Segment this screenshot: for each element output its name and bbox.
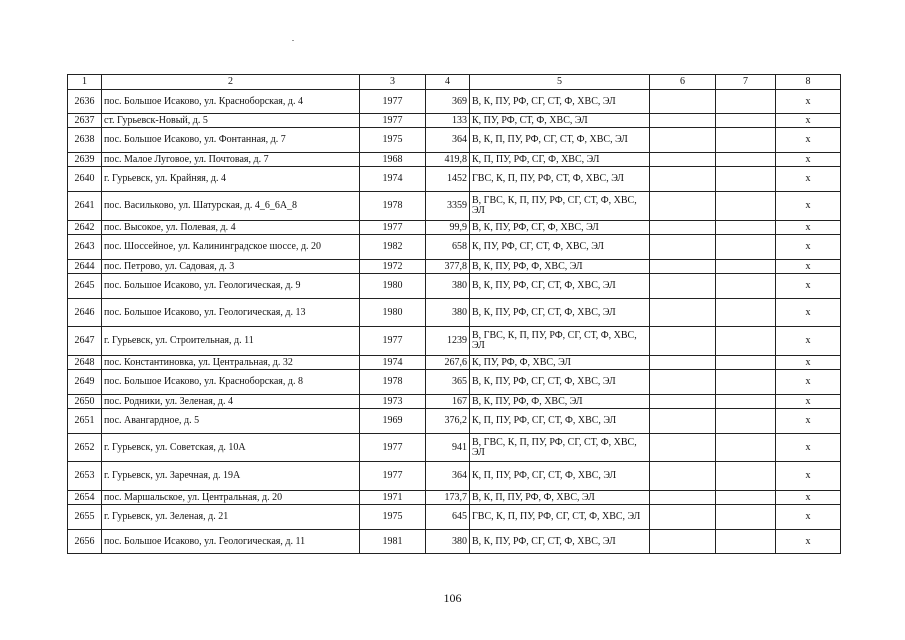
row-col-6 [650, 462, 716, 491]
row-col-7 [716, 260, 776, 274]
table-row [68, 462, 841, 491]
row-address: г. Гурьевск, ул. Зеленая, д. 21 [102, 505, 360, 530]
row-number: 2647 [68, 327, 102, 356]
table-row [68, 434, 841, 462]
row-mark: x [776, 370, 841, 395]
row-year: 1980 [360, 299, 426, 327]
row-year: 1974 [360, 356, 426, 370]
row-number: 2640 [68, 167, 102, 192]
row-services: В, К, ПУ, РФ, СГ, Ф, ХВС, ЭЛ [470, 221, 650, 235]
row-address: пос. Родники, ул. Зеленая, д. 4 [102, 395, 360, 409]
row-col-6 [650, 153, 716, 167]
row-col-6 [650, 128, 716, 153]
row-col-7 [716, 90, 776, 114]
row-mark: x [776, 167, 841, 192]
row-year: 1982 [360, 235, 426, 260]
row-services: В, ГВС, К, П, ПУ, РФ, СГ, СТ, Ф, ХВС, ЭЛ [470, 434, 650, 462]
table-row [68, 491, 841, 505]
row-number: 2656 [68, 530, 102, 554]
row-services: В, ГВС, К, П, ПУ, РФ, СГ, СТ, Ф, ХВС, ЭЛ [470, 327, 650, 356]
table-row [68, 505, 841, 530]
row-area: 364 [426, 128, 470, 153]
row-mark: x [776, 114, 841, 128]
row-number: 2639 [68, 153, 102, 167]
row-area: 941 [426, 434, 470, 462]
row-mark: x [776, 274, 841, 299]
row-year: 1978 [360, 370, 426, 395]
row-year: 1978 [360, 192, 426, 221]
row-year: 1977 [360, 90, 426, 114]
header-col-2: 2 [102, 75, 360, 90]
row-services: К, П, ПУ, РФ, СГ, СТ, Ф, ХВС, ЭЛ [470, 409, 650, 434]
row-services: В, К, ПУ, РФ, СГ, СТ, Ф, ХВС, ЭЛ [470, 90, 650, 114]
row-area: 364 [426, 462, 470, 491]
row-col-6 [650, 90, 716, 114]
row-mark: x [776, 530, 841, 554]
row-address: пос. Шоссейное, ул. Калининградское шоссе, д. 20 [102, 235, 360, 260]
header-col-8: 8 [776, 75, 841, 90]
row-address: пос. Большое Исаково, ул. Красноборская, д. 8 [102, 370, 360, 395]
row-number: 2649 [68, 370, 102, 395]
row-services: В, К, ПУ, РФ, СГ, СТ, Ф, ХВС, ЭЛ [470, 370, 650, 395]
row-year: 1969 [360, 409, 426, 434]
page-number: 106 [443, 591, 462, 605]
row-year: 1977 [360, 114, 426, 128]
row-col-6 [650, 370, 716, 395]
table-row [68, 153, 841, 167]
table-row [68, 260, 841, 274]
row-col-6 [650, 356, 716, 370]
table-row [68, 409, 841, 434]
row-address: пос. Большое Исаково, ул. Геологическая, д. 9 [102, 274, 360, 299]
table-body [68, 90, 841, 554]
row-number: 2654 [68, 491, 102, 505]
row-mark: x [776, 299, 841, 327]
row-mark: x [776, 491, 841, 505]
row-address: г. Гурьевск, ул. Советская, д. 10А [102, 434, 360, 462]
building-registry-table [67, 74, 841, 554]
row-col-6 [650, 530, 716, 554]
header-col-6: 6 [650, 75, 716, 90]
row-mark: x [776, 505, 841, 530]
row-services: ГВС, К, П, ПУ, РФ, СГ, СТ, Ф, ХВС, ЭЛ [470, 505, 650, 530]
row-address: пос. Васильково, ул. Шатурская, д. 4_6_6А_8 [102, 192, 360, 221]
row-area: 1452 [426, 167, 470, 192]
row-col-7 [716, 167, 776, 192]
row-area: 380 [426, 530, 470, 554]
row-number: 2648 [68, 356, 102, 370]
row-year: 1973 [360, 395, 426, 409]
table-row [68, 90, 841, 114]
row-year: 1977 [360, 434, 426, 462]
row-col-7 [716, 235, 776, 260]
row-col-7 [716, 221, 776, 235]
table-row [68, 356, 841, 370]
row-area: 380 [426, 274, 470, 299]
row-services: К, П, ПУ, РФ, СГ, Ф, ХВС, ЭЛ [470, 153, 650, 167]
table-row [68, 274, 841, 299]
row-address: пос. Авангардное, д. 5 [102, 409, 360, 434]
row-number: 2645 [68, 274, 102, 299]
row-area: 419,8 [426, 153, 470, 167]
row-address: пос. Маршальское, ул. Центральная, д. 20 [102, 491, 360, 505]
row-services: В, К, П, ПУ, РФ, СГ, СТ, Ф, ХВС, ЭЛ [470, 128, 650, 153]
row-number: 2643 [68, 235, 102, 260]
row-area: 173,7 [426, 491, 470, 505]
row-mark: x [776, 90, 841, 114]
row-col-6 [650, 505, 716, 530]
row-services: К, ПУ, РФ, СТ, Ф, ХВС, ЭЛ [470, 114, 650, 128]
row-mark: x [776, 192, 841, 221]
row-col-7 [716, 505, 776, 530]
row-year: 1975 [360, 505, 426, 530]
row-col-7 [716, 299, 776, 327]
header-col-3: 3 [360, 75, 426, 90]
row-number: 2642 [68, 221, 102, 235]
row-services: В, ГВС, К, П, ПУ, РФ, СГ, СТ, Ф, ХВС, ЭЛ [470, 192, 650, 221]
row-col-6 [650, 395, 716, 409]
row-number: 2650 [68, 395, 102, 409]
row-number: 2646 [68, 299, 102, 327]
row-services: К, ПУ, РФ, Ф, ХВС, ЭЛ [470, 356, 650, 370]
row-number: 2638 [68, 128, 102, 153]
row-area: 376,2 [426, 409, 470, 434]
row-address: пос. Большое Исаково, ул. Фонтанная, д. 7 [102, 128, 360, 153]
table-row [68, 235, 841, 260]
row-col-6 [650, 114, 716, 128]
row-mark: x [776, 128, 841, 153]
row-mark: x [776, 409, 841, 434]
row-year: 1974 [360, 167, 426, 192]
row-col-7 [716, 530, 776, 554]
row-year: 1981 [360, 530, 426, 554]
row-area: 377,8 [426, 260, 470, 274]
row-address: пос. Малое Луговое, ул. Почтовая, д. 7 [102, 153, 360, 167]
row-year: 1975 [360, 128, 426, 153]
table-row [68, 299, 841, 327]
row-col-6 [650, 491, 716, 505]
row-mark: x [776, 462, 841, 491]
row-address: пос. Петрово, ул. Садовая, д. 3 [102, 260, 360, 274]
row-area: 369 [426, 90, 470, 114]
row-number: 2651 [68, 409, 102, 434]
row-area: 3359 [426, 192, 470, 221]
row-col-7 [716, 462, 776, 491]
row-col-6 [650, 409, 716, 434]
row-area: 267,6 [426, 356, 470, 370]
row-col-7 [716, 153, 776, 167]
row-number: 2636 [68, 90, 102, 114]
row-address: пос. Большое Исаково, ул. Геологическая, д. 11 [102, 530, 360, 554]
table-row [68, 530, 841, 554]
row-area: 1239 [426, 327, 470, 356]
row-col-6 [650, 260, 716, 274]
row-col-7 [716, 395, 776, 409]
row-year: 1980 [360, 274, 426, 299]
row-number: 2641 [68, 192, 102, 221]
row-col-6 [650, 235, 716, 260]
row-col-6 [650, 221, 716, 235]
header-col-7: 7 [716, 75, 776, 90]
row-address: г. Гурьевск, ул. Крайняя, д. 4 [102, 167, 360, 192]
row-mark: x [776, 434, 841, 462]
row-year: 1977 [360, 327, 426, 356]
row-year: 1971 [360, 491, 426, 505]
table-row [68, 167, 841, 192]
table-row [68, 192, 841, 221]
row-col-7 [716, 356, 776, 370]
row-services: ГВС, К, П, ПУ, РФ, СТ, Ф, ХВС, ЭЛ [470, 167, 650, 192]
header-col-1: 1 [68, 75, 102, 90]
row-address: г. Гурьевск, ул. Строительная, д. 11 [102, 327, 360, 356]
row-services: К, ПУ, РФ, СГ, СТ, Ф, ХВС, ЭЛ [470, 235, 650, 260]
row-year: 1968 [360, 153, 426, 167]
row-services: В, К, ПУ, РФ, СГ, СТ, Ф, ХВС, ЭЛ [470, 530, 650, 554]
row-col-7 [716, 370, 776, 395]
row-address: пос. Константиновка, ул. Центральная, д. 32 [102, 356, 360, 370]
row-mark: x [776, 221, 841, 235]
row-address: пос. Большое Исаково, ул. Геологическая, д. 13 [102, 299, 360, 327]
row-services: В, К, ПУ, РФ, Ф, ХВС, ЭЛ [470, 395, 650, 409]
row-number: 2653 [68, 462, 102, 491]
header-col-4: 4 [426, 75, 470, 90]
row-col-7 [716, 128, 776, 153]
row-col-6 [650, 167, 716, 192]
row-address: ст. Гурьевск-Новый, д. 5 [102, 114, 360, 128]
row-area: 99,9 [426, 221, 470, 235]
row-services: В, К, ПУ, РФ, Ф, ХВС, ЭЛ [470, 260, 650, 274]
row-col-6 [650, 327, 716, 356]
row-area: 380 [426, 299, 470, 327]
row-number: 2652 [68, 434, 102, 462]
table-row [68, 370, 841, 395]
row-services: В, К, ПУ, РФ, СГ, СТ, Ф, ХВС, ЭЛ [470, 299, 650, 327]
table-row [68, 395, 841, 409]
row-year: 1972 [360, 260, 426, 274]
row-col-6 [650, 274, 716, 299]
row-col-7 [716, 274, 776, 299]
row-col-7 [716, 434, 776, 462]
row-mark: x [776, 395, 841, 409]
row-address: г. Гурьевск, ул. Заречная, д. 19А [102, 462, 360, 491]
row-mark: x [776, 327, 841, 356]
row-mark: x [776, 153, 841, 167]
row-col-7 [716, 192, 776, 221]
row-col-7 [716, 327, 776, 356]
row-area: 365 [426, 370, 470, 395]
table-row [68, 327, 841, 356]
row-mark: x [776, 235, 841, 260]
row-address: пос. Высокое, ул. Полевая, д. 4 [102, 221, 360, 235]
row-services: В, К, ПУ, РФ, СГ, СТ, Ф, ХВС, ЭЛ [470, 274, 650, 299]
row-services: В, К, П, ПУ, РФ, Ф, ХВС, ЭЛ [470, 491, 650, 505]
row-col-6 [650, 192, 716, 221]
table-row [68, 114, 841, 128]
table-row [68, 221, 841, 235]
header-col-5: 5 [470, 75, 650, 90]
scan-speck [292, 40, 294, 41]
row-mark: x [776, 356, 841, 370]
row-address: пос. Большое Исаково, ул. Красноборская, д. 4 [102, 90, 360, 114]
row-col-6 [650, 434, 716, 462]
row-services: К, П, ПУ, РФ, СГ, СТ, Ф, ХВС, ЭЛ [470, 462, 650, 491]
row-number: 2637 [68, 114, 102, 128]
row-mark: x [776, 260, 841, 274]
row-col-7 [716, 491, 776, 505]
row-number: 2644 [68, 260, 102, 274]
row-area: 167 [426, 395, 470, 409]
row-col-7 [716, 114, 776, 128]
row-col-7 [716, 409, 776, 434]
row-year: 1977 [360, 221, 426, 235]
row-area: 658 [426, 235, 470, 260]
row-number: 2655 [68, 505, 102, 530]
table-header-row [68, 75, 841, 90]
row-area: 133 [426, 114, 470, 128]
row-area: 645 [426, 505, 470, 530]
table-row [68, 128, 841, 153]
row-year: 1977 [360, 462, 426, 491]
row-col-6 [650, 299, 716, 327]
